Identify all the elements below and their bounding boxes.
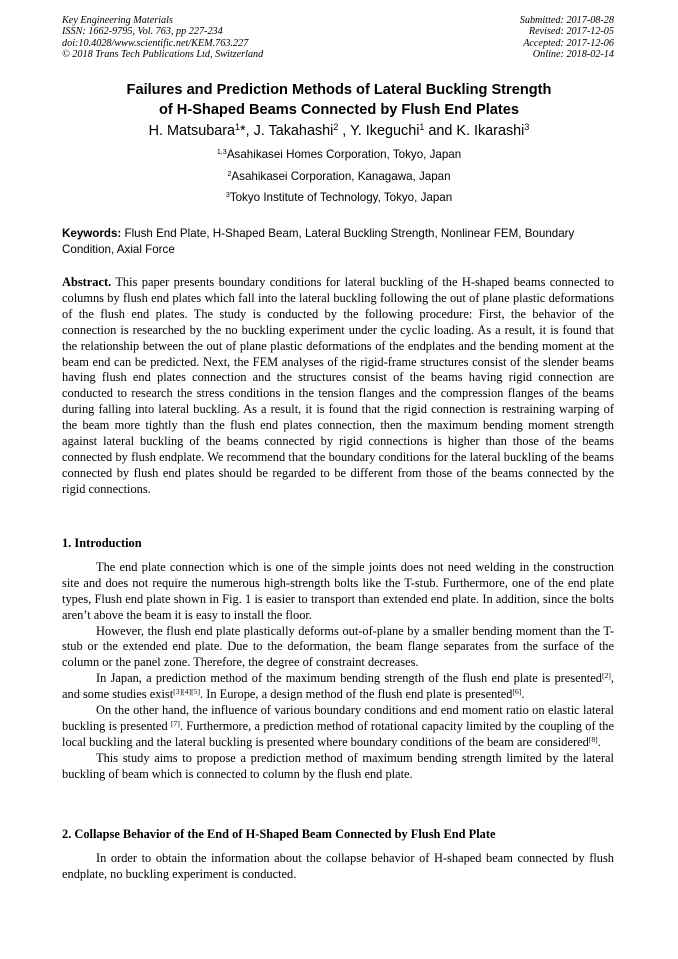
paragraph-text: . — [521, 687, 525, 702]
section-introduction — [62, 536, 614, 783]
issn-line: ISSN: 1662-9795, Vol. 763, pp 227-234 — [62, 26, 223, 38]
copyright-line: © 2018 Trans Tech Publications Ltd, Switzerland — [62, 49, 264, 61]
affiliation-mark: 1 — [235, 122, 240, 133]
paragraph-text: On the other hand, the influence of various boundary conditions and end moment ratio on elastic lateral buckling is presented — [62, 703, 614, 733]
author-name: J. Takahashi — [253, 123, 334, 139]
title-line-2: of H-Shaped Beams Connected by Flush End Plates — [158, 102, 520, 118]
online-date: Online: 2018-02-14 — [532, 49, 614, 61]
paragraph-text: In Japan, a prediction method of the maximum bending strength of the flush end plate is presented — [96, 671, 602, 686]
author-list — [40, 122, 638, 140]
paragraph-text: . In Europe, a design method of the flush end plate is presented — [200, 687, 513, 702]
author-separator: , — [338, 123, 351, 139]
author-separator: and — [424, 123, 457, 139]
keywords — [62, 226, 614, 257]
journal-info — [62, 15, 263, 61]
abstract-text: This paper presents boundary conditions for lateral buckling of the H-shaped beams connected to columns by flush end plates which fall into the lateral buckling following the out of plane plastic deformations of the flush end plates. The study is conducted by the following procedure: First, the behavior of the connection is researched by the no buckling experiment under the cyclic loading. As a result, it is found that the relationship between the out of plane plastic deformations of the endplates and the bending moment at the beam end can be predicted. Next, the FEM analyses of the rigid-frame structures consist of the slender beams having flush end plates connection and the structures consist of the beams having rigid connection are conducted to research the stress conditions in the tension flanges and the compression flanges of the beams during falling into lateral buckling. As a result, it is found that the rigid connection is restraining warping of the beam more tightly than the flush end plates connection, then the maximum bending moment strength against lateral buckling of the beams connected by rigid connections is higher than those of the beams connected by flush endplate. We recommend that the boundary conditions for the lateral buckling of the beams connected by flush end plates should be regarded to be different from those of the beams connected by the rigid connections. — [62, 275, 614, 496]
citation: [6] — [512, 686, 522, 696]
affiliation-text: Asahikasei Corporation, Kanagawa, Japan — [231, 170, 451, 183]
affiliation-mark: 3 — [225, 190, 230, 200]
citation: [2] — [601, 671, 611, 681]
paragraph: However, the flush end plate plastically deforms out-of-plane by a smaller bending moment than the T-stub or the extended end plate. Due to the deformation, the beam flange separates from the surface of the column or the panel zone. Therefore, the degree of constraint decreases. — [62, 623, 614, 670]
section-heading: 2. Collapse Behavior of the End of H-Shaped Beam Connected by Flush End Plate — [62, 827, 496, 841]
affiliation-mark: 2 — [333, 122, 339, 133]
accepted-date: Accepted: 2017-12-06 — [523, 37, 614, 49]
keywords-label: Keywords: — [62, 227, 122, 240]
section-heading: 1. Introduction — [62, 536, 142, 550]
author-name: K. Ikarashi — [456, 123, 525, 139]
paragraph: In order to obtain the information about the collapse behavior of H-shaped beam connected by flush endplate, no buckling experiment is conducted. — [62, 850, 614, 881]
author-name: Y. Ikeguchi — [350, 123, 420, 139]
paragraph: The end plate connection which is one of the simple joints does not need welding in the construction site and does not require the numerous high-strength bolts like the T-stub. Furthermore, one of the end plate types, Flush end plate shown in Fig. 1 is easier to transport than extended end plate. In addition, since the bolts aren’t above the beam it is easy to install the floor. — [62, 559, 614, 622]
affiliation-mark: 1,3 — [216, 147, 227, 157]
paragraph — [62, 703, 614, 751]
affiliation-mark: 3 — [524, 122, 530, 133]
citation: [8] — [588, 734, 598, 744]
submitted-date: Submitted: 2017-08-28 — [519, 15, 614, 26]
paper-title — [40, 80, 638, 120]
affiliation-text: Tokyo Institute of Technology, Tokyo, Japan — [229, 191, 453, 204]
author-name: H. Matsubara — [148, 123, 236, 139]
journal-name: Key Engineering Materials — [62, 15, 173, 26]
affiliation-mark: 1 — [419, 122, 425, 133]
submission-dates — [520, 15, 614, 61]
affiliation-2 — [40, 170, 638, 184]
abstract — [62, 275, 614, 498]
abstract-label: Abstract. — [62, 275, 112, 289]
affiliation-3 — [40, 191, 638, 205]
title-line-1: Failures and Prediction Methods of Lateral Buckling Strength — [126, 82, 552, 98]
citation: [7] — [170, 718, 180, 728]
paragraph: This study aims to propose a prediction method of maximum bending strength limited by the lateral buckling of beam which is connected to column by the flush end plate. — [62, 750, 614, 781]
citation: [3][4][5] — [173, 686, 201, 696]
doi-line: doi:10.4028/www.scientific.net/KEM.763.227 — [62, 37, 249, 49]
affiliation-text: Asahikasei Homes Corporation, Tokyo, Japan — [226, 148, 462, 161]
keywords-text: Flush End Plate, H-Shaped Beam, Lateral Buckling Strength, Nonlinear FEM, Boundary Condition, Axial Force — [62, 227, 575, 256]
corresponding-mark: *, — [240, 123, 254, 139]
section-collapse-behavior — [62, 827, 614, 883]
paragraph-text: . Furthermore, a prediction method of rotational capacity limited by the coupling of the local buckling and the lateral buckling is presented where boundary conditions of the beam are considered — [62, 718, 614, 749]
revised-date: Revised: 2017-12-05 — [528, 26, 614, 38]
paragraph — [62, 671, 614, 703]
affiliation-mark: 2 — [227, 169, 232, 179]
paragraph-text: . — [597, 734, 601, 749]
affiliation-1 — [40, 148, 638, 162]
paragraph-text: , and some studies exist — [62, 671, 614, 702]
